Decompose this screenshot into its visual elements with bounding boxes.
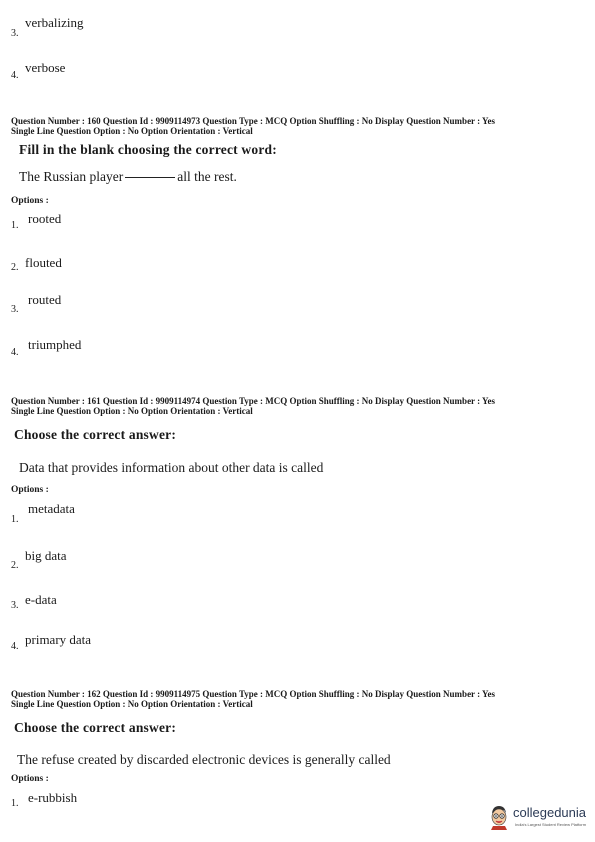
option-number: 1. — [11, 220, 19, 231]
option-number: 2. — [11, 262, 19, 273]
question-meta: Question Number : 160 Question Id : 9909114973 Question Type : MCQ Option Shuffling : No Display Question Number : Yes Single Line Question Option : No Option Orientation : Vertical — [11, 116, 496, 136]
option-text: verbose — [25, 60, 66, 75]
question-meta: Question Number : 161 Question Id : 9909114974 Question Type : MCQ Option Shuffling : No Display Question Number : Yes Single Line Question Option : No Option Orientation : Vertical — [11, 396, 496, 416]
question-stem: The refuse created by discarded electronic devices is generally called — [17, 752, 391, 767]
question-heading: Fill in the blank choosing the correct word: — [19, 142, 277, 157]
question-stem: Data that provides information about other data is called — [19, 460, 324, 475]
option-text: primary data — [25, 632, 92, 647]
option-text: metadata — [28, 501, 75, 516]
option-number: 4. — [11, 70, 19, 81]
option-text: e-data — [25, 592, 57, 607]
option-text: big data — [25, 548, 67, 563]
option-text: routed — [28, 292, 62, 307]
option-text: verbalizing — [25, 15, 84, 30]
answer-blank — [125, 177, 175, 178]
option-number: 3. — [11, 28, 19, 39]
option-number: 3. — [11, 600, 19, 611]
options-label: Options : — [11, 485, 49, 495]
question-heading: Choose the correct answer: — [14, 720, 177, 735]
question-meta: Question Number : 162 Question Id : 9909114975 Question Type : MCQ Option Shuffling : No Display Question Number : Yes Single Line Question Option : No Option Orientation : Vertical — [11, 689, 496, 709]
option-number: 1. — [11, 514, 19, 525]
option-number: 1. — [11, 798, 19, 809]
question-heading: Choose the correct answer: — [14, 427, 177, 442]
option-number: 2. — [11, 560, 19, 571]
question-stem: The Russian player all the rest. — [19, 169, 237, 184]
option-text: triumphed — [28, 337, 82, 352]
options-label: Options : — [11, 196, 49, 206]
options-label: Options : — [11, 774, 49, 784]
option-text: flouted — [25, 255, 62, 270]
option-number: 3. — [11, 304, 19, 315]
student-face-icon — [489, 804, 509, 830]
option-number: 4. — [11, 347, 19, 358]
option-text: e-rubbish — [28, 790, 78, 805]
brand-name: collegedunia — [513, 805, 587, 820]
brand-tagline: India's Largest Student Review Platform — [515, 822, 587, 827]
option-text: rooted — [28, 211, 62, 226]
collegedunia-watermark — [487, 800, 595, 840]
option-number: 4. — [11, 641, 19, 652]
